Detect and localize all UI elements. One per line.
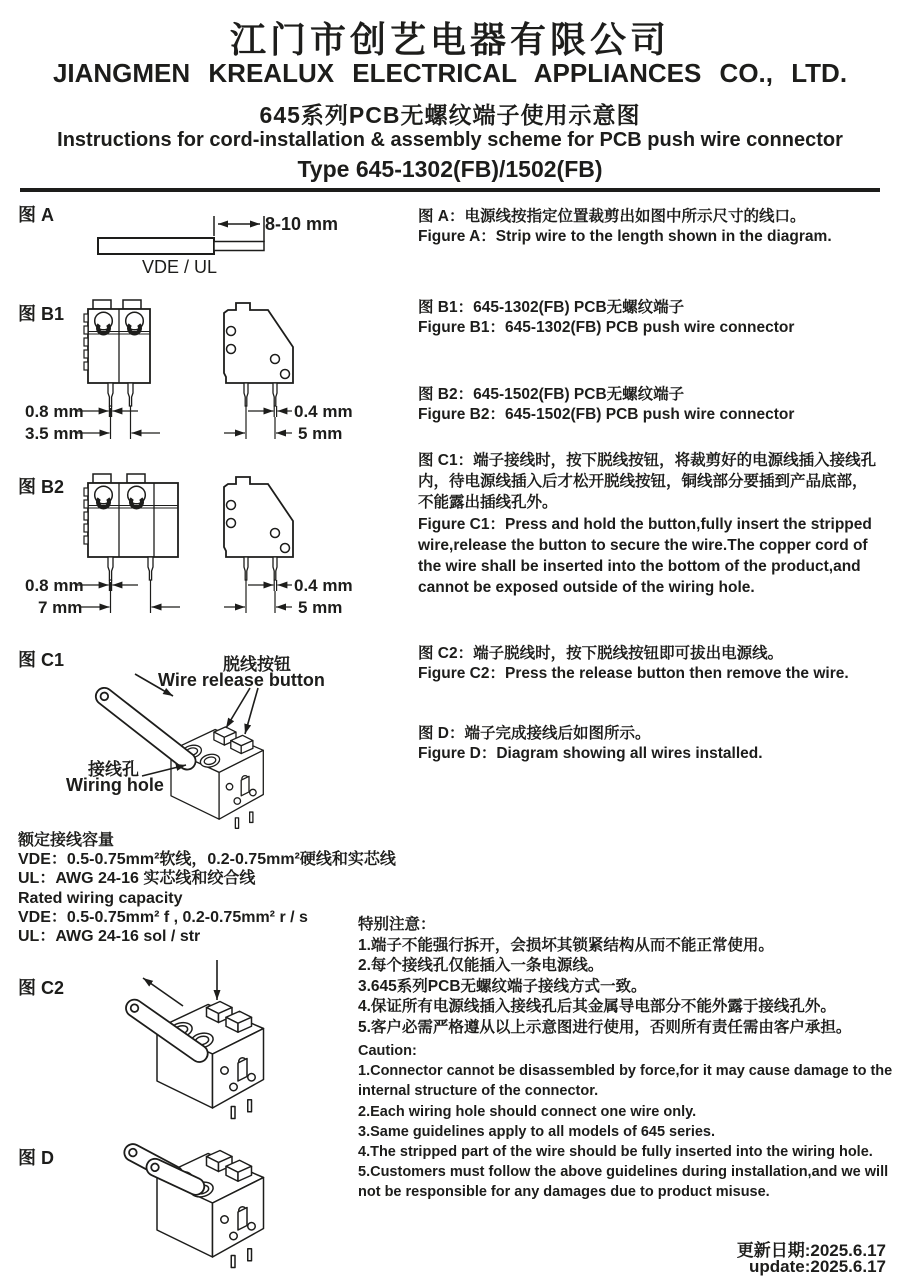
capacity-title-cn: 额定接线容量 [18, 832, 115, 849]
figure-b2-label: 图 B2 [18, 477, 65, 497]
figure-d-desc-cn: 图 D：端子完成接线后如图所示。 [418, 725, 651, 742]
notice-cn-item: 4.保证所有电源线插入接线孔后其金属导电部分不能外露于接线孔外。 [358, 998, 836, 1015]
b2-side-dimensions [224, 580, 292, 613]
b1-side-pin-pitch-dim: 5 mm [298, 424, 343, 443]
solder-pin [108, 383, 113, 406]
notice-cn-title: 特别注意： [358, 916, 436, 933]
solder-pin [108, 557, 113, 580]
wire-insulation [98, 238, 214, 254]
b1-front-view [76, 300, 160, 439]
figure-b1-label: 图 B1 [18, 304, 65, 324]
figure-d-drawing [95, 1126, 367, 1280]
capacity-ul-en: UL：AWG 24-16 sol / str [18, 928, 201, 946]
solder-pin [273, 383, 277, 406]
strip-length-dimension: 8-10 mm [265, 214, 339, 234]
figure-b1-desc-cn: 图 B1：645-1302(FB) PCB无螺纹端子 [418, 299, 685, 316]
solder-pin [128, 383, 133, 406]
wiring-hole-callout-cn: 接线孔 [88, 760, 139, 779]
figure-b2-desc-en: Figure B2：645-1502(FB) PCB push wire connector [418, 406, 795, 423]
figure-c1-desc-en: Figure C1：Press and hold the button,fully insert the stripped wire,release the button to secure the wire.The copper cord of the wire shall be inserted into the bottom of the product,and cannot be exposed outside of the wiring hole. [418, 516, 872, 596]
notice-en-item: 3.Same guidelines apply to all models of 645 series. [358, 1123, 715, 1140]
solder-pin [244, 383, 248, 406]
page-title-company-cn: 江门市创艺电器有限公司 [229, 19, 670, 60]
notice-en-item: 4.The stripped part of the wire should be fully inserted into the wiring hole. [358, 1144, 873, 1161]
notice-en-item: 5.Customers must follow the above guidelines during installation,and we will not be responsible for any damages due to product misuse. [358, 1164, 889, 1201]
release-button-callout-en: Wire release button [158, 670, 325, 690]
capacity-vde-cn: VDE：0.5-0.75mm²软线，0.2-0.75mm²硬线和实芯线 [18, 851, 396, 869]
button-callout-line [245, 688, 258, 734]
wire-standard-label: VDE / UL [142, 257, 218, 277]
notice-cn-item: 1.端子不能强行拆开，会损坏其锁紧结构从而不能正常使用。 [358, 936, 774, 954]
b2-side-view [224, 477, 293, 613]
notice-en-item: 2.Each wiring hole should connect one wire only. [358, 1103, 697, 1120]
capacity-block [18, 831, 396, 946]
figure-d-label: 图 D [18, 1148, 54, 1168]
figure-c1-label: 图 C1 [18, 650, 65, 670]
notice-en-title: Caution: [358, 1043, 417, 1059]
b2-side-pin-width-dim: 0.4 mm [294, 576, 353, 595]
figure-a-desc-cn: 图 A：电源线按指定位置裁剪出如图中所示尺寸的线口。 [418, 208, 806, 225]
solder-pin [273, 557, 277, 580]
b2-pin-width-dim: 0.8 mm [25, 576, 84, 595]
b2-front-dimensions [76, 580, 180, 613]
footer-update-date-cn: 更新日期:2025.6.17 [736, 1241, 886, 1260]
page-title-company-en: JIANGMEN KREALUX ELECTRICAL APPLIANCES CO., LTD. [52, 58, 848, 88]
figure-b2-desc-cn: 图 B2：645-1502(FB) PCB无螺纹端子 [418, 386, 685, 403]
capacity-title-en: Rated wiring capacity [18, 889, 183, 907]
release-button-callout-cn: 脱线按钮 [223, 655, 291, 674]
page-subtitle-cn: 645系列PCB无螺纹端子使用示意图 [259, 102, 641, 128]
b2-side-pin-pitch-dim: 5 mm [298, 598, 343, 617]
b1-front-dimensions [76, 406, 160, 439]
c2-connector-body [157, 1002, 264, 1119]
figure-d-desc-en: Figure D：Diagram showing all wires installed. [418, 745, 763, 762]
figure-c2-desc-cn: 图 C2：端子脱线时，按下脱线按钮即可拔出电源线。 [418, 645, 784, 662]
b2-front-view [76, 474, 180, 613]
figure-c2-label: 图 C2 [18, 978, 65, 998]
wire-stripped-conductor [214, 242, 264, 251]
b1-side-pin-width-dim: 0.4 mm [294, 402, 353, 421]
wiring-hole-callout-en: Wiring hole [66, 775, 164, 795]
notice-en-item: 1.Connector cannot be disassembled by force,for it may cause damage to the internal structure of the connector. [358, 1063, 893, 1100]
figure-a-desc-en: Figure A：Strip wire to the length shown in the diagram. [418, 228, 832, 245]
notice-en-block [358, 1041, 895, 1203]
header-divider-rule [20, 188, 880, 192]
b1-pin-width-dim: 0.8 mm [25, 402, 84, 421]
notice-cn-item: 5.客户必需严格遵从以上示意图进行使用，否则所有责任需由客户承担。 [358, 1018, 852, 1036]
b1-side-view [224, 303, 293, 439]
remove-direction-arrow [143, 978, 183, 1006]
figure-c2-desc-en: Figure C2：Press the release button then remove the wire. [418, 665, 849, 682]
figure-c1-desc-cn: 图 C1：端子接线时，按下脱线按钮，将裁剪好的电源线插入接线孔内，待电源线插入后才松开脱线按钮，铜线部分要插到产品底部，不能露出插线孔外。 [418, 452, 877, 511]
b2-pin-pitch-dim: 7 mm [38, 598, 83, 617]
page-type-line: Type 645-1302(FB)/1502(FB) [297, 156, 603, 182]
page-subtitle-en: Instructions for cord-installation & assembly scheme for PCB push wire connector [57, 129, 843, 151]
capacity-vde-en: VDE：0.5-0.75mm² f , 0.2-0.75mm² r / s [18, 908, 308, 926]
footer-update-date-en: update:2025.6.17 [748, 1257, 886, 1276]
c1-connector-body [171, 727, 263, 828]
figure-b1-desc-en: Figure B1：645-1302(FB) PCB push wire connector [418, 319, 795, 336]
notice-cn-item: 2.每个接线孔仅能插入一条电源线。 [358, 957, 604, 974]
b1-pin-pitch-dim: 3.5 mm [25, 424, 84, 443]
notice-cn-item: 3.645系列PCB无螺纹端子接线方式一致。 [358, 977, 647, 995]
capacity-ul-cn: UL：AWG 24-16 实芯线和绞合线 [18, 870, 256, 888]
solder-pin [148, 557, 153, 580]
button-callout-line [226, 688, 250, 728]
c2-annotations [143, 960, 217, 1006]
figure-c2-drawing [95, 958, 367, 1130]
solder-pin [244, 557, 248, 580]
b1-side-dimensions [224, 406, 292, 439]
figure-a-label: 图 A [18, 205, 54, 225]
notice-cn-block [358, 915, 893, 1038]
